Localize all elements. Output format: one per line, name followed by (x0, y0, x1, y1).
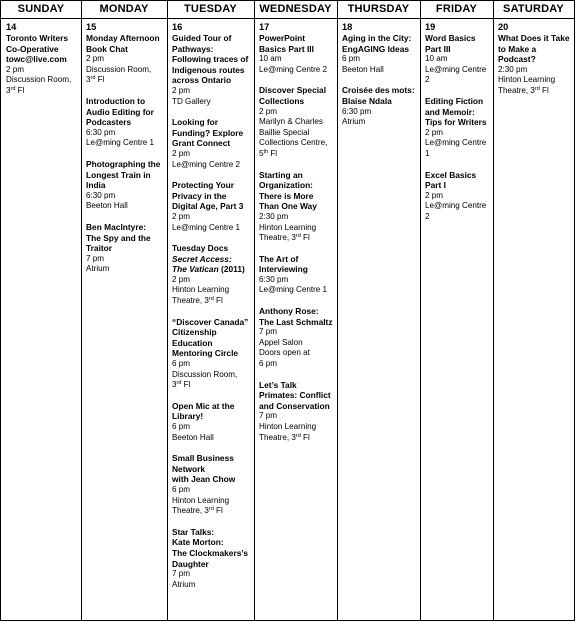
event-title: Excel Basics (425, 169, 477, 180)
event-title: EngAGING Ideas (342, 43, 410, 54)
event-title: and Conservation (259, 400, 330, 411)
day-cell-monday (81, 19, 167, 620)
day-cell-friday (420, 19, 493, 620)
day-header-wednesday: WEDNESDAY (254, 1, 337, 19)
calendar-event[interactable] (259, 254, 333, 296)
event-title: Library! (172, 411, 204, 422)
event-detail: Beeton Hall (86, 201, 128, 211)
event-detail: Le@ming Centre 1 (172, 222, 241, 232)
event-title: Blaise Ndala (342, 95, 392, 106)
event-detail: TD Gallery (172, 96, 211, 106)
calendar-event[interactable] (172, 243, 250, 307)
calendar-event[interactable] (172, 401, 250, 443)
calendar-event[interactable] (172, 33, 250, 107)
day-header-sunday: SUNDAY (1, 1, 81, 19)
event-detail: Atrium (86, 264, 110, 274)
event-detail: Theatre, 3rd Fl (498, 85, 549, 95)
event-detail: 7 pm (86, 253, 104, 263)
event-detail: 2 pm (172, 85, 190, 95)
event-title: Indigenous routes (172, 64, 245, 75)
event-title: Tuesday Docs (172, 243, 229, 254)
event-title: Let’s Talk (259, 379, 297, 390)
event-detail: 2 (425, 211, 430, 221)
event-detail: Baillie Special (259, 127, 310, 137)
calendar-event[interactable] (172, 180, 250, 233)
event-title: Interviewing (259, 264, 308, 275)
calendar-event[interactable] (6, 33, 77, 97)
event-title: PowerPoint (259, 33, 306, 43)
event-title: Photographing the (86, 158, 161, 169)
calendar-event[interactable] (86, 222, 163, 275)
event-detail: 2 pm (86, 54, 104, 64)
event-detail: Hinton Learning (259, 422, 317, 431)
calendar-event[interactable] (259, 380, 333, 444)
day-cell-wednesday (254, 19, 337, 620)
event-title: Pathways: (172, 43, 214, 54)
event-detail: 2 pm (172, 211, 190, 221)
event-title: Collections (259, 95, 305, 106)
event-title: and Memoir: (425, 106, 475, 117)
event-detail: Marilyn & Charles (259, 117, 323, 127)
event-detail: 10 am (259, 54, 282, 64)
event-detail: Hinton Learning (259, 222, 317, 232)
event-title: Open Mic at the (172, 400, 235, 411)
day-number: 18 (342, 22, 353, 32)
event-detail: Le@ming Centre (425, 201, 487, 211)
event-detail: 2 pm (425, 190, 443, 200)
calendar-event[interactable] (86, 33, 163, 86)
event-title: Looking for (172, 117, 219, 128)
day-header-thursday: THURSDAY (337, 1, 420, 19)
day-number: 14 (6, 22, 17, 32)
event-title: India (86, 180, 106, 191)
calendar-event[interactable] (172, 527, 250, 591)
day-cell-thursday (337, 19, 420, 620)
event-detail: 5th Fl (259, 148, 278, 158)
event-detail: Le@ming Centre (425, 138, 487, 148)
event-detail: 3rd Fl (86, 75, 105, 85)
event-title: Star Talks: (172, 526, 215, 537)
calendar-event[interactable] (259, 170, 333, 244)
day-cell-tuesday (167, 19, 254, 620)
calendar-event[interactable] (259, 306, 333, 370)
event-title: Guided Tour of (172, 33, 232, 43)
calendar-event[interactable] (425, 33, 489, 86)
event-detail: 6:30 pm (86, 190, 116, 200)
event-detail: Discussion Room, (86, 64, 152, 74)
event-detail: 2 pm (259, 106, 277, 116)
event-title: Mentoring Circle (172, 348, 239, 359)
event-detail: Le@ming Centre 2 (259, 64, 328, 74)
calendar-event[interactable] (342, 33, 416, 75)
event-detail: Appel Salon (259, 337, 303, 347)
event-detail: Le@ming Centre 1 (259, 285, 328, 295)
event-title: Education (172, 337, 213, 348)
day-header-tuesday: TUESDAY (167, 1, 254, 19)
event-title: Podcasters (86, 117, 132, 128)
event-title: Part III (425, 43, 451, 54)
event-title: to Make a Podcast? (498, 43, 537, 65)
event-title: Tips for Writers (425, 117, 487, 128)
event-detail: 6 pm (172, 422, 190, 431)
event-title: Organization: (259, 180, 313, 191)
event-title: Toronto Writers (6, 33, 69, 43)
event-detail: 7 pm (172, 569, 190, 579)
event-detail: Theatre, 3rd Fl (172, 506, 223, 516)
event-detail: 1 (425, 148, 430, 158)
event-detail: 6:30 pm (259, 274, 289, 284)
event-detail: 2:30 pm (259, 211, 289, 221)
calendar-event[interactable] (259, 85, 333, 159)
event-detail: 6 pm (172, 484, 190, 494)
event-detail: Le@ming Centre 1 (86, 138, 155, 148)
event-title: Small Business (172, 453, 234, 464)
event-detail: 6:30 pm (86, 127, 116, 137)
event-title: Grant Connect (172, 138, 231, 149)
event-title: Digital Age, Part 3 (172, 201, 244, 212)
event-title: Editing Fiction (425, 95, 484, 106)
calendar-event[interactable] (498, 33, 570, 97)
event-title: Anthony Rose: (259, 306, 319, 317)
event-title: What Does it Take (498, 33, 570, 43)
day-header-monday: MONDAY (81, 1, 167, 19)
calendar-event[interactable] (425, 170, 489, 223)
event-detail: 3rd Fl (6, 85, 25, 95)
calendar-event[interactable] (259, 33, 333, 75)
event-title: The Last Schmaltz (259, 316, 333, 327)
event-title: Funding? Explore (172, 127, 244, 138)
event-detail: 2 pm (172, 148, 190, 158)
event-title: towc@live.com (6, 54, 67, 65)
event-detail: Le@ming Centre (425, 64, 487, 74)
event-detail: 7 pm (259, 327, 277, 337)
event-title-italic: Secret Access: (172, 253, 232, 264)
event-detail: Collections Centre, (259, 138, 328, 148)
day-number: 16 (172, 22, 183, 32)
calendar-event[interactable] (172, 117, 250, 170)
event-title: Following traces of (172, 54, 249, 65)
event-title: Protecting Your (172, 180, 235, 191)
event-detail: 7 pm (259, 411, 277, 421)
calendar-event[interactable] (342, 85, 416, 127)
event-title: Part I (425, 180, 446, 191)
event-detail: 2 pm (425, 127, 443, 137)
calendar-event[interactable] (425, 96, 489, 160)
event-detail: 6 pm (342, 54, 360, 64)
day-cell-sunday (1, 19, 81, 620)
event-title: Book Chat (86, 43, 128, 54)
event-detail: Discussion Room, (6, 75, 72, 85)
day-number: 19 (425, 22, 436, 32)
event-detail: 6 pm (259, 359, 277, 369)
event-title: Monday Afternoon (86, 33, 160, 43)
calendar-event[interactable] (172, 317, 250, 391)
event-title: Croisée des mots: (342, 85, 415, 96)
event-title: Introduction to (86, 95, 146, 106)
event-detail: Theatre, 3rd Fl (172, 296, 223, 306)
event-detail: Hinton Learning (498, 75, 556, 85)
event-detail: Beeton Hall (342, 64, 384, 74)
day-number: 15 (86, 22, 97, 32)
day-cell-saturday (493, 19, 574, 620)
event-title: Primates: Conflict (259, 390, 331, 401)
calendar-event[interactable] (172, 453, 250, 517)
event-detail: Atrium (342, 117, 366, 127)
event-title: Traitor (86, 243, 113, 254)
day-number: 20 (498, 22, 509, 32)
event-title: The Clockmakers’s (172, 547, 249, 558)
event-detail: Theatre, 3rd Fl (259, 233, 310, 243)
event-detail: Hinton Learning (172, 285, 230, 295)
event-detail: Theatre, 3rd Fl (259, 432, 310, 442)
event-detail: 2 pm (172, 274, 190, 284)
event-title: The Art of (259, 253, 299, 264)
event-detail: 2 pm (6, 64, 24, 74)
event-detail: 6:30 pm (342, 106, 372, 116)
event-detail: Le@ming Centre 2 (172, 159, 241, 169)
event-title: Word Basics (425, 33, 476, 43)
event-title: The Spy and the (86, 232, 151, 243)
event-detail: 6 pm (172, 359, 190, 369)
event-detail: Hinton Learning (172, 495, 230, 505)
event-title: Aging in the City: (342, 33, 412, 43)
event-title: Ben MacIntyre: (86, 221, 147, 232)
calendar-event[interactable] (86, 96, 163, 149)
event-detail: Atrium (172, 579, 196, 589)
event-detail: 2 (425, 75, 430, 85)
event-detail: 2:30 pm (498, 64, 528, 74)
day-header-friday: FRIDAY (420, 1, 493, 19)
day-header-saturday: SATURDAY (493, 1, 574, 19)
event-detail: Beeton Hall (172, 432, 214, 442)
event-title: “Discover Canada” (172, 316, 249, 327)
event-title: across Ontario (172, 75, 232, 86)
calendar-event[interactable] (86, 159, 163, 212)
event-detail: Discussion Room, (172, 369, 238, 379)
event-title: Discover Special (259, 85, 327, 96)
event-title: There is More (259, 190, 314, 201)
event-detail: Doors open at (259, 348, 310, 358)
event-title: Network (172, 463, 206, 474)
event-title: Than One Way (259, 201, 317, 212)
event-title: Basics Part III (259, 43, 314, 54)
event-detail: 3rd Fl (172, 380, 191, 390)
event-title: Kate Morton: (172, 537, 224, 548)
event-title: Audio Editing for (86, 106, 154, 117)
event-title: Daughter (172, 558, 209, 569)
event-title: Longest Train in (86, 169, 151, 180)
event-title: with Jean Chow (172, 474, 236, 485)
event-detail: 10 am (425, 54, 448, 64)
day-number: 17 (259, 22, 270, 32)
event-title: Citizenship (172, 327, 217, 338)
event-title: Privacy in the (172, 190, 227, 201)
event-title: Starting an (259, 169, 303, 180)
event-title: Co-Operative (6, 43, 59, 54)
event-title-italic: The Vatican (2011) (172, 264, 245, 275)
